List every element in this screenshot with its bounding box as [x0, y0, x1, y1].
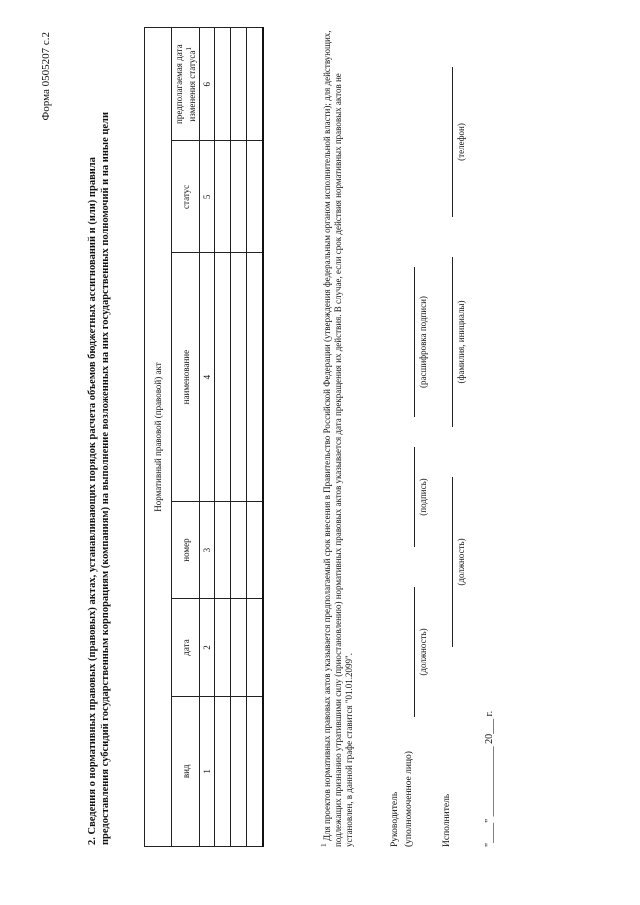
table-row — [231, 28, 247, 847]
signature-caption: (подпись) — [418, 478, 428, 516]
col-number-2: 2 — [200, 599, 215, 696]
section-heading — [86, 45, 112, 845]
col-number-1: 1 — [200, 696, 215, 846]
head-label: Руководитель — [390, 791, 400, 847]
footnote — [318, 27, 355, 847]
decode-line — [414, 267, 415, 417]
col-header-status-change-date — [172, 28, 200, 141]
head-sublabel: (уполномоченное лицо) — [404, 751, 414, 847]
col-number-6: 6 — [200, 28, 215, 141]
col-header-vid: вид — [172, 696, 200, 846]
signature-line — [414, 447, 415, 547]
signature-block — [390, 27, 510, 847]
col-header-date: дата — [172, 599, 200, 696]
heading-line-1: 2. Сведения о нормативных правовых (правовых) актах, устанавливающих порядок расчета объемов бюджетных ассигнований и (или) правила — [87, 157, 98, 845]
col-header-status-change-date-text: предполагаемая дата изменения статуса — [174, 44, 197, 124]
table-row — [247, 28, 264, 847]
phone-caption: (телефон) — [456, 123, 466, 161]
phone-line — [452, 67, 453, 217]
footnote-text: Для проектов нормативных правовых актов указывается предполагаемый срок внесения в Правительство Российской Федерации (утверждения федеральным органом исполнительной власти); для действующих, подлежащих признанию утратившими силу (приостановлению) нормативных правовых актов указывается дата прекращения их действия. В случае, если срок действия нормативных правовых актов не установлен, в данной графе ставится "01.01.2099". — [322, 30, 354, 847]
footnote-mark: 1 — [184, 46, 193, 51]
col-number-3: 3 — [200, 501, 215, 599]
col-header-number: номер — [172, 501, 200, 599]
executor-name-caption: (фамилия, инициалы) — [456, 300, 466, 384]
col-number-5: 5 — [200, 141, 215, 253]
executor-label: Исполнитель — [442, 793, 452, 847]
decode-caption: (расшифровка подписи) — [418, 296, 428, 388]
executor-position-caption: (должность) — [456, 538, 466, 586]
footnote-number: 1 — [319, 843, 328, 847]
date-field: "____" ______________ 20___ г. — [484, 710, 495, 847]
group-header: Нормативный правовой (правовой) акт — [145, 28, 172, 847]
col-header-status: статус — [172, 141, 200, 253]
position-line — [414, 587, 415, 717]
heading-line-2: предоставления субсидий государственным корпорациям (компаниям) на выполнение возложенных на них государственных полномочий и на иные цели — [100, 111, 111, 845]
table-row — [215, 28, 231, 847]
executor-position-line — [452, 477, 453, 647]
col-header-name: наименование — [172, 253, 200, 501]
form-code: Форма 0505207 с.2 — [40, 32, 52, 121]
acts-table — [144, 27, 264, 847]
executor-name-line — [452, 257, 453, 427]
position-caption: (должность) — [418, 628, 428, 676]
col-number-4: 4 — [200, 253, 215, 501]
